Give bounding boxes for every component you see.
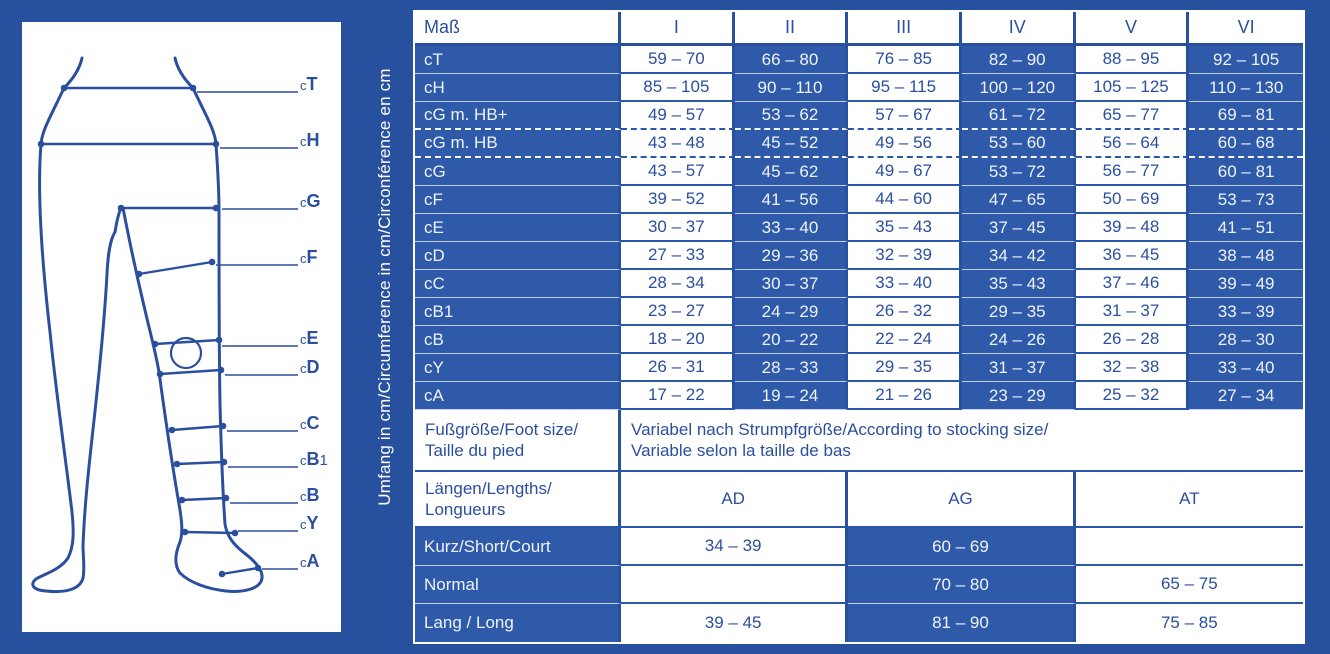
size-cell: 27 – 33 [621, 242, 735, 270]
size-cell: 31 – 37 [1076, 298, 1190, 326]
row-label: cE [415, 214, 621, 242]
size-cell: 41 – 56 [735, 186, 849, 214]
measure-label-part: F [306, 247, 318, 267]
size-cell: 95 – 115 [848, 74, 962, 102]
table-row [415, 74, 1303, 102]
size-cell: 38 – 48 [1189, 242, 1303, 270]
size-cell: 53 – 73 [1189, 186, 1303, 214]
length-value: 65 – 75 [1076, 566, 1303, 604]
measure-label-part: c [300, 361, 307, 376]
length-row-normal [415, 566, 1303, 604]
header-size-III: III [848, 12, 962, 46]
foot-size-label-line1: Fußgröße/Foot size/ [425, 419, 579, 439]
measure-label-part: C [306, 413, 320, 433]
lengths-header-row [415, 472, 1303, 528]
size-cell: 32 – 39 [848, 242, 962, 270]
size-cell: 44 – 60 [848, 186, 962, 214]
size-cell: 35 – 43 [962, 270, 1076, 298]
size-cell: 110 – 130 [1189, 74, 1303, 102]
measure-label-part: c [300, 195, 307, 210]
size-cell: 53 – 60 [962, 130, 1076, 158]
size-cell: 92 – 105 [1189, 46, 1303, 74]
table-row [415, 354, 1303, 382]
length-value: 70 – 80 [848, 566, 1075, 604]
length-value [621, 566, 848, 604]
size-cell: 23 – 27 [621, 298, 735, 326]
lengths-label [415, 472, 621, 528]
size-cell: 37 – 46 [1076, 270, 1190, 298]
header-size-I: I [621, 12, 735, 46]
size-cell: 53 – 72 [962, 158, 1076, 186]
size-table-body [415, 46, 1303, 410]
table-row [415, 382, 1303, 410]
size-cell: 23 – 29 [962, 382, 1076, 410]
measure-line-cY [185, 532, 235, 533]
size-cell: 32 – 38 [1076, 354, 1190, 382]
size-cell: 28 – 33 [735, 354, 849, 382]
measure-label-part: B [306, 485, 320, 505]
measure-label-cE [300, 329, 319, 347]
size-cell: 76 – 85 [848, 46, 962, 74]
size-cell: 100 – 120 [962, 74, 1076, 102]
measure-label-part: c [300, 417, 307, 432]
size-cell: 33 – 39 [1189, 298, 1303, 326]
length-value: 81 – 90 [848, 604, 1075, 642]
length-col-AT: AT [1076, 472, 1303, 528]
header-size-IV: IV [962, 12, 1076, 46]
measure-label-cB [300, 486, 320, 504]
size-cell: 56 – 77 [1076, 158, 1190, 186]
table-row [415, 186, 1303, 214]
size-cell: 88 – 95 [1076, 46, 1190, 74]
table-row [415, 270, 1303, 298]
size-cell: 69 – 81 [1189, 102, 1303, 130]
size-cell: 27 – 34 [1189, 382, 1303, 410]
row-label: cA [415, 382, 621, 410]
size-cell: 49 – 57 [621, 102, 735, 130]
measure-label-part: c [300, 517, 307, 532]
length-value: 75 – 85 [1076, 604, 1303, 642]
body-outline-left [33, 58, 121, 592]
row-label: cT [415, 46, 621, 74]
size-cell: 26 – 32 [848, 298, 962, 326]
measure-label-part: B [306, 449, 320, 469]
foot-size-label-line2: Taille du pied [425, 441, 525, 460]
measure-label-part: c [300, 332, 307, 347]
table-row [415, 214, 1303, 242]
size-cell: 29 – 35 [962, 298, 1076, 326]
size-cell: 41 – 51 [1189, 214, 1303, 242]
leg-measurement-panel [22, 22, 341, 632]
foot-size-value-line2: Variable selon la taille de bas [631, 441, 851, 460]
table-row [415, 46, 1303, 74]
size-cell: 47 – 65 [962, 186, 1076, 214]
row-label: cC [415, 270, 621, 298]
size-cell: 22 – 24 [848, 326, 962, 354]
length-value: 34 – 39 [621, 528, 848, 566]
measure-label-part: T [306, 74, 318, 94]
measure-label-cY [300, 514, 319, 532]
size-cell: 57 – 67 [848, 102, 962, 130]
size-cell: 49 – 67 [848, 158, 962, 186]
table-row [415, 242, 1303, 270]
size-cell: 45 – 62 [735, 158, 849, 186]
length-col-AG: AG [848, 472, 1075, 528]
size-cell: 26 – 28 [1076, 326, 1190, 354]
size-cell: 25 – 32 [1076, 382, 1190, 410]
size-cell: 28 – 30 [1189, 326, 1303, 354]
size-table [415, 12, 1303, 642]
size-cell: 34 – 42 [962, 242, 1076, 270]
size-cell: 33 – 40 [1189, 354, 1303, 382]
size-cell: 29 – 35 [848, 354, 962, 382]
table-row [415, 298, 1303, 326]
length-value [1076, 528, 1303, 566]
row-label: cY [415, 354, 621, 382]
size-cell: 24 – 26 [962, 326, 1076, 354]
table-row [415, 130, 1303, 158]
header-row [415, 12, 1303, 46]
size-cell: 45 – 52 [735, 130, 849, 158]
size-table-wrap [413, 10, 1305, 644]
row-label: cF [415, 186, 621, 214]
size-cell: 49 – 56 [848, 130, 962, 158]
header-mass: Maß [415, 12, 621, 46]
size-cell: 39 – 49 [1189, 270, 1303, 298]
measure-label-part: c [300, 555, 307, 570]
lengths-label-line1: Längen/Lengths/ [425, 478, 552, 498]
measure-line-cB1 [177, 462, 224, 464]
size-cell: 65 – 77 [1076, 102, 1190, 130]
measure-label-part: c [300, 251, 307, 266]
size-cell: 43 – 57 [621, 158, 735, 186]
measure-label-cA [300, 552, 320, 570]
size-cell: 29 – 36 [735, 242, 849, 270]
measure-line-cF [139, 262, 212, 274]
body-outline-right [175, 58, 219, 212]
row-label: cD [415, 242, 621, 270]
measure-label-cT [300, 75, 318, 93]
lengths-label-line2: Longueurs [425, 500, 506, 519]
size-cell: 61 – 72 [962, 102, 1076, 130]
size-cell: 56 – 64 [1076, 130, 1190, 158]
measure-label-part: H [306, 130, 320, 150]
length-value: 60 – 69 [848, 528, 1075, 566]
measure-label-part: Y [306, 513, 319, 533]
size-cell: 20 – 22 [735, 326, 849, 354]
table-row [415, 326, 1303, 354]
size-cell: 85 – 105 [621, 74, 735, 102]
size-cell: 17 – 22 [621, 382, 735, 410]
size-cell: 39 – 48 [1076, 214, 1190, 242]
size-cell: 28 – 34 [621, 270, 735, 298]
measure-label-cF [300, 248, 318, 266]
foot-size-value-line1: Variabel nach Strumpfgröße/According to stocking size/ [631, 419, 1049, 439]
measure-label-part: c [300, 134, 307, 149]
row-label: cB1 [415, 298, 621, 326]
size-cell: 43 – 48 [621, 130, 735, 158]
measure-label-part: c [300, 489, 307, 504]
length-row-label: Normal [415, 566, 621, 604]
size-cell: 30 – 37 [621, 214, 735, 242]
row-label: cH [415, 74, 621, 102]
leg-diagram [22, 22, 341, 632]
measure-label-cH [300, 131, 320, 149]
measure-label-cC [300, 414, 320, 432]
size-cell: 53 – 62 [735, 102, 849, 130]
measure-line-cE [155, 340, 219, 344]
size-cell: 30 – 37 [735, 270, 849, 298]
header-size-II: II [735, 12, 849, 46]
table-row [415, 102, 1303, 130]
size-cell: 31 – 37 [962, 354, 1076, 382]
size-cell: 21 – 26 [848, 382, 962, 410]
foot-size-row [415, 410, 1303, 472]
foot-size-label [415, 410, 621, 472]
size-cell: 24 – 29 [735, 298, 849, 326]
row-label: cG m. HB+ [415, 102, 621, 130]
size-cell: 59 – 70 [621, 46, 735, 74]
length-row-label: Kurz/Short/Court [415, 528, 621, 566]
measure-line-cD [160, 370, 221, 374]
table-row [415, 158, 1303, 186]
measure-label-cG [300, 192, 321, 210]
size-cell: 66 – 80 [735, 46, 849, 74]
size-cell: 105 – 125 [1076, 74, 1190, 102]
size-cell: 82 – 90 [962, 46, 1076, 74]
header-size-V: V [1076, 12, 1190, 46]
size-cell: 90 – 110 [735, 74, 849, 102]
size-cell: 37 – 45 [962, 214, 1076, 242]
header-size-VI: VI [1189, 12, 1303, 46]
length-row-label: Lang / Long [415, 604, 621, 642]
size-cell: 50 – 69 [1076, 186, 1190, 214]
measure-line-cA [222, 568, 258, 574]
row-label: cG m. HB [415, 130, 621, 158]
size-cell: 39 – 52 [621, 186, 735, 214]
size-cell: 60 – 81 [1189, 158, 1303, 186]
measure-label-part: D [306, 357, 320, 377]
size-cell: 26 – 31 [621, 354, 735, 382]
size-cell: 19 – 24 [735, 382, 849, 410]
size-cell: 36 – 45 [1076, 242, 1190, 270]
length-value: 39 – 45 [621, 604, 848, 642]
length-col-AD: AD [621, 472, 848, 528]
measure-label-part: c [300, 78, 307, 93]
length-row-long [415, 604, 1303, 642]
size-cell: 33 – 40 [848, 270, 962, 298]
measure-line-cB [182, 498, 226, 500]
length-row-short [415, 528, 1303, 566]
size-cell: 33 – 40 [735, 214, 849, 242]
measure-label-cD [300, 358, 320, 376]
measure-label-part: A [306, 551, 320, 571]
measure-label-cB1 [300, 450, 328, 468]
size-cell: 18 – 20 [621, 326, 735, 354]
measure-label-part: G [306, 191, 321, 211]
row-label: cB [415, 326, 621, 354]
size-cell: 35 – 43 [848, 214, 962, 242]
measure-label-part: c [300, 453, 307, 468]
measure-label-part: E [306, 328, 319, 348]
foot-size-value [621, 410, 1303, 472]
size-cell: 60 – 68 [1189, 130, 1303, 158]
measure-line-cC [172, 426, 223, 430]
vertical-axis-label: Umfang in cm/Circumference in cm/Circonférence en cm [375, 68, 394, 506]
row-label: cG [415, 158, 621, 186]
measure-label-part: 1 [319, 452, 328, 469]
